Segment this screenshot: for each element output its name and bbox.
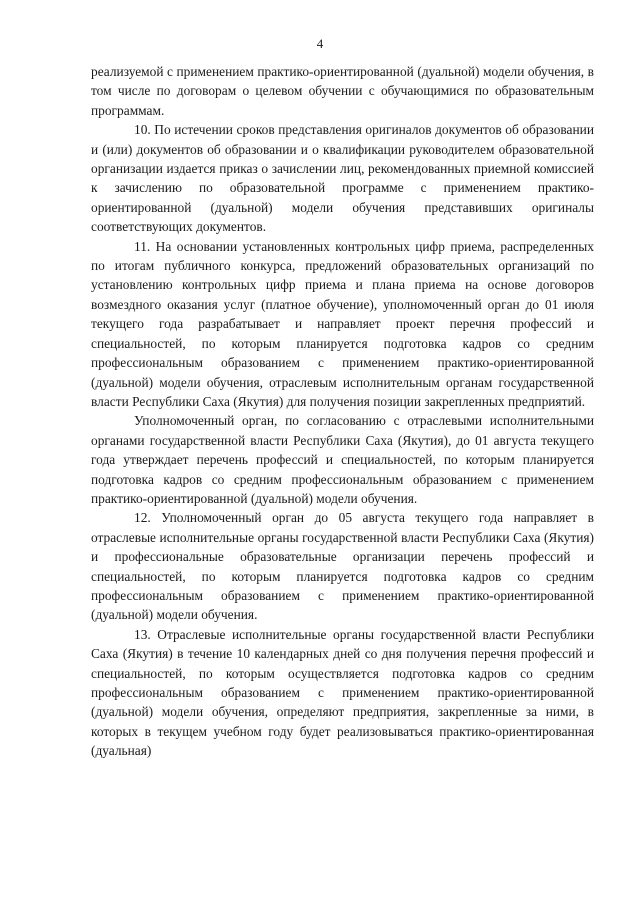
paragraph-continuation: реализуемой с применением практико-ориентированной (дуальной) модели обучения, в том числе по договорам о целевом обучении с обучающимися по образовательным программам. <box>91 64 594 118</box>
page-number: 4 <box>316 36 324 51</box>
document-body <box>91 62 594 761</box>
paragraph-item-12: 12. Уполномоченный орган до 05 августа текущего года направляет в отраслевые исполнительные органы государственной власти Республики Саха (Якутия) и профессиональные образовательные организации перечень профессий и специальностей, по которым планируется подготовка кадров со средним профессиональным образованием с применением практико-ориентированной (дуальной) модели обучения. <box>91 510 594 623</box>
paragraph-item-11-continued: Уполномоченный орган, по согласованию с отраслевыми исполнительными органами государственной власти Республики Саха (Якутия), до 01 августа текущего года утверждает перечень профессий и специальностей, по которым планируется подготовка кадров со средним профессиональным образованием с применением практико-ориентированной (дуальной) модели обучения. <box>91 413 594 506</box>
paragraph-item-11: 11. На основании установленных контрольных цифр приема, распределенных по итогам публичного конкурса, предложений образовательных организаций по установлению контрольных цифр приема и плана приема на основе договоров возмездного оказания услуг (платное обучение), уполномоченный орган до 01 июля текущего года разрабатывает и направляет проект перечня профессий и специальностей, по которым планируется подготовка кадров со средним профессиональным образованием с применением практико-ориентированной (дуальной) модели обучения, отраслевым исполнительным органам государственной власти Республики Саха (Якутия) для получения позиции закрепленных предприятий. <box>91 238 594 409</box>
paragraph-item-10: 10. По истечении сроков представления оригиналов документов об образовании и (или) документов об образовании и о квалификации руководителем образовательной организации издается приказ о зачислении лиц, рекомендованных приемной комиссией к зачислению по образовательной программе с применением практико-ориентированной (дуальной) модели обучения представивших оригиналы соответствующих документов. <box>91 122 594 235</box>
paragraph-item-13: 13. Отраслевые исполнительные органы государственной власти Республики Саха (Якутия) в течение 10 календарных дней со дня получения перечня профессий и специальностей, по которым осуществляется подготовка кадров со средним профессиональным образованием с применением практико-ориентированной (дуальной) модели обучения, определяют предприятия, закрепленные за ними, в которых в текущем учебном году будет реализовываться практико-ориентированная (дуальная) <box>91 626 594 759</box>
